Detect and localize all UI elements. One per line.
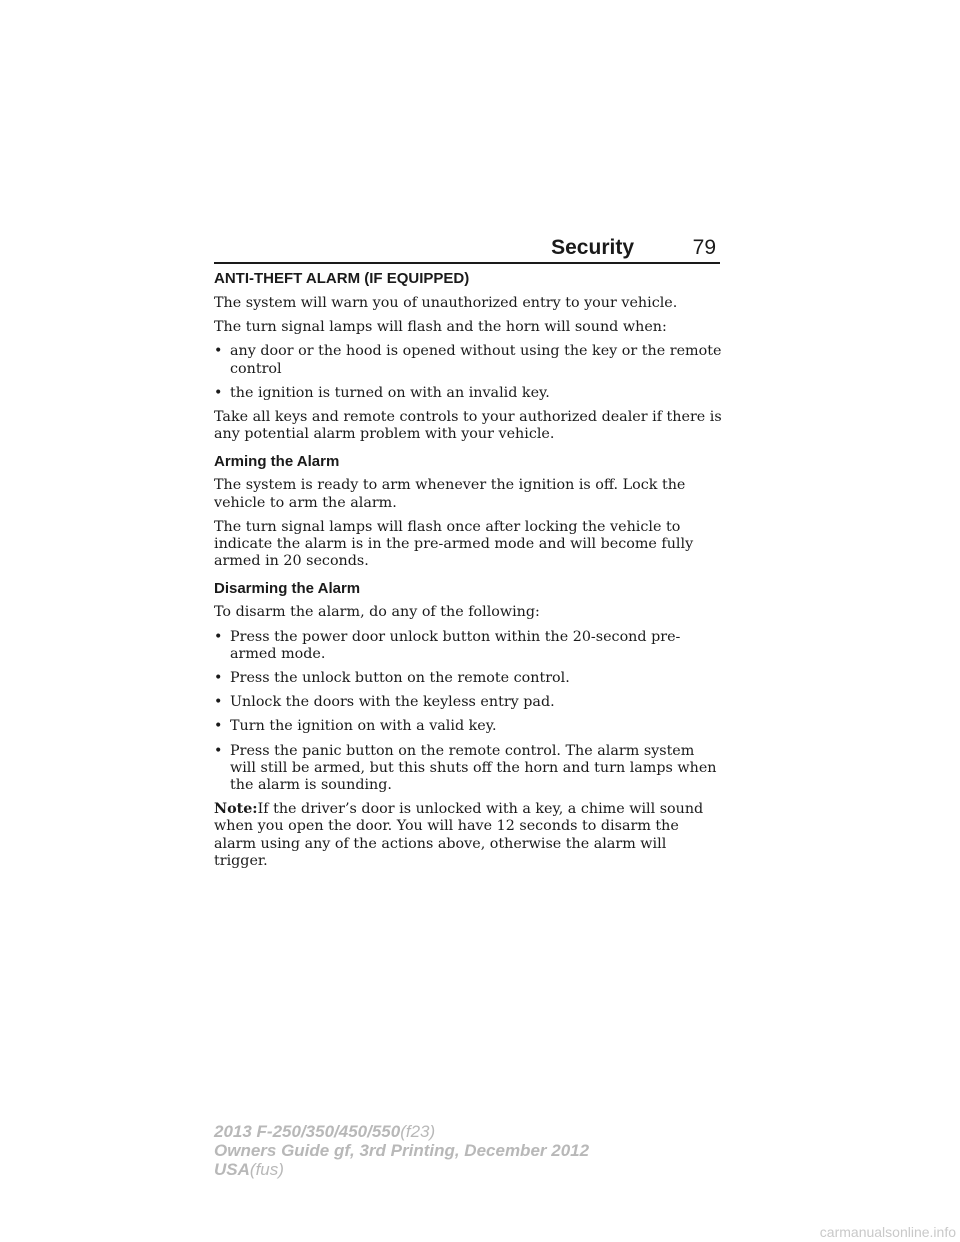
list-item-text: Unlock the doors with the keyless entry pad. [230, 694, 555, 711]
note-text: If the driver’s door is unlocked with a key, a chime will sound when you open the door. You will have 12 seconds to disarm the alarm using any of the actions above, otherwise the alarm will trigger. [214, 801, 704, 869]
list-item [214, 343, 724, 377]
bullet-icon: • [214, 384, 223, 401]
footer-model-code: (f23) [400, 1122, 436, 1141]
arming-heading: Arming the Alarm [214, 453, 340, 471]
page-content [214, 270, 724, 877]
bullet-icon: • [214, 343, 223, 360]
page-header [214, 228, 720, 264]
footer-line-model [214, 1122, 774, 1141]
anti-theft-heading: ANTI-THEFT ALARM (IF EQUIPPED) [214, 270, 470, 287]
list-item-text: Turn the ignition on with a valid key. [230, 718, 497, 735]
bullet-icon: • [214, 670, 223, 687]
footer-line-guide: Owners Guide gf, 3rd Printing, December 2012 [214, 1141, 590, 1160]
bullet-icon: • [214, 694, 223, 711]
paragraph: The turn signal lamps will flash and the horn will sound when: [214, 319, 667, 336]
disarming-heading: Disarming the Alarm [214, 580, 361, 598]
list-item [214, 670, 724, 687]
list-item-text: any door or the hood is opened without using the key or the remote control [230, 343, 722, 377]
paragraph: To disarm the alarm, do any of the following: [214, 604, 540, 621]
list-item-text: Press the power door unlock button within the 20-second pre-armed mode. [230, 628, 681, 662]
watermark: carmanualsonline.info [819, 1224, 956, 1240]
list-item [214, 694, 724, 711]
list-item-text: Press the unlock button on the remote control. [230, 670, 570, 687]
bullet-icon: • [214, 628, 223, 645]
page-footer [214, 1122, 774, 1179]
list-item-text: the ignition is turned on with an invalid key. [230, 384, 550, 401]
footer-region: USA [214, 1160, 250, 1179]
section-title: Security [551, 236, 634, 259]
list-item-text: Press the panic button on the remote control. The alarm system will still be armed, but this shuts off the horn and turn lamps when the alarm is sounding. [230, 742, 717, 794]
paragraph: Take all keys and remote controls to your authorized dealer if there is any potential alarm problem with your vehicle. [214, 409, 722, 443]
bullet-icon: • [214, 718, 223, 735]
footer-region-code: (fus) [249, 1160, 284, 1179]
bullet-icon: • [214, 742, 223, 759]
note-paragraph [214, 801, 724, 870]
note-label: Note: [214, 801, 258, 818]
list-item [214, 718, 724, 735]
paragraph: The system is ready to arm whenever the ignition is off. Lock the vehicle to arm the alarm. [214, 477, 686, 511]
list-item [214, 385, 724, 402]
list-item [214, 743, 724, 795]
list-item [214, 629, 724, 663]
footer-model: 2013 F-250/350/450/550 [214, 1122, 401, 1141]
paragraph: The turn signal lamps will flash once after locking the vehicle to indicate the alarm is in the pre-armed mode and will become fully armed in 20 seconds. [214, 518, 694, 570]
paragraph: The system will warn you of unauthorized entry to your vehicle. [214, 295, 678, 311]
footer-line-region [214, 1160, 774, 1179]
page-number: 79 [692, 236, 716, 259]
